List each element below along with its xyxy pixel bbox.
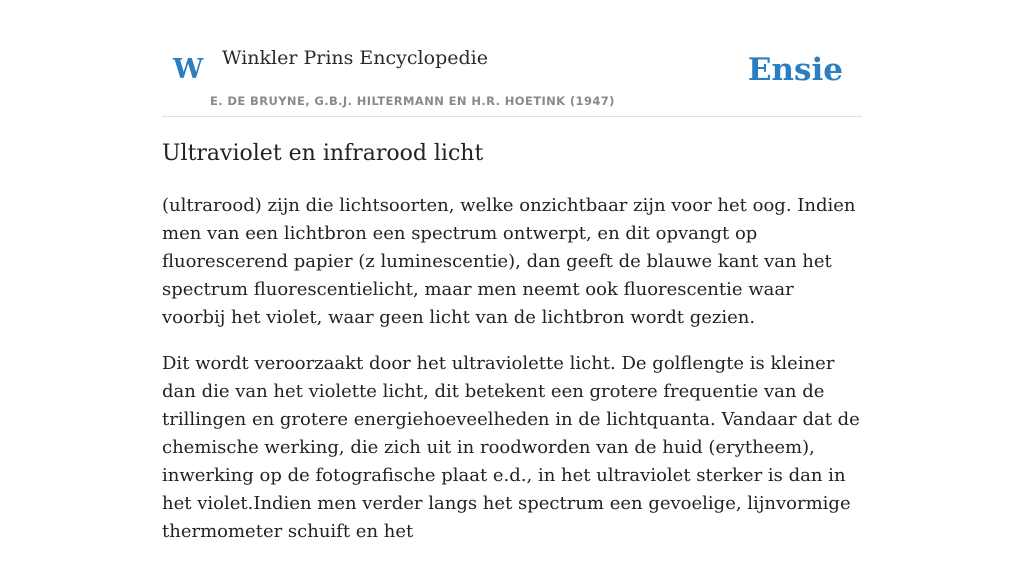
source-authors: E. DE BRUYNE, G.B.J. HILTERMANN EN H.R. HOETINK (1947) xyxy=(210,94,615,108)
source-header xyxy=(162,0,862,117)
winkler-prins-logo[interactable]: W xyxy=(173,54,204,85)
article-paragraph: (ultrarood) zijn die lichtsoorten, welke onzichtbaar zijn voor het oog. Indien men van een lichtbron een spectrum ontwerpt, en dit opvangt op fluorescerend papier (z luminescentie), dan geeft de blauwe kant van het spectrum fluorescentielicht, maar men neemt ook fluorescentie waar voorbij het violet, waar geen licht van de lichtbron wordt gezien. xyxy=(162,195,856,328)
ensie-logo[interactable]: Ensie xyxy=(747,52,843,88)
article-body xyxy=(162,192,862,564)
article-title: Ultraviolet en infrarood licht xyxy=(162,141,484,166)
article-paragraph: Dit wordt veroorzaakt door het ultraviolette licht. De golflengte is kleiner dan die van het violette licht, dit betekent een grotere frequentie van de trillingen en grotere energiehoeveelheden in de lichtquanta. Vandaar dat de chemische werking, die zich uit in roodworden van de huid (erytheem), inwerking op de fotografische plaat e.d., in het ultraviolet sterker is dan in het violet.Indien men verder langs het spectrum een gevoelige, lijnvormige thermometer schuift en het xyxy=(162,353,860,542)
source-title[interactable]: Winkler Prins Encyclopedie xyxy=(222,47,488,69)
